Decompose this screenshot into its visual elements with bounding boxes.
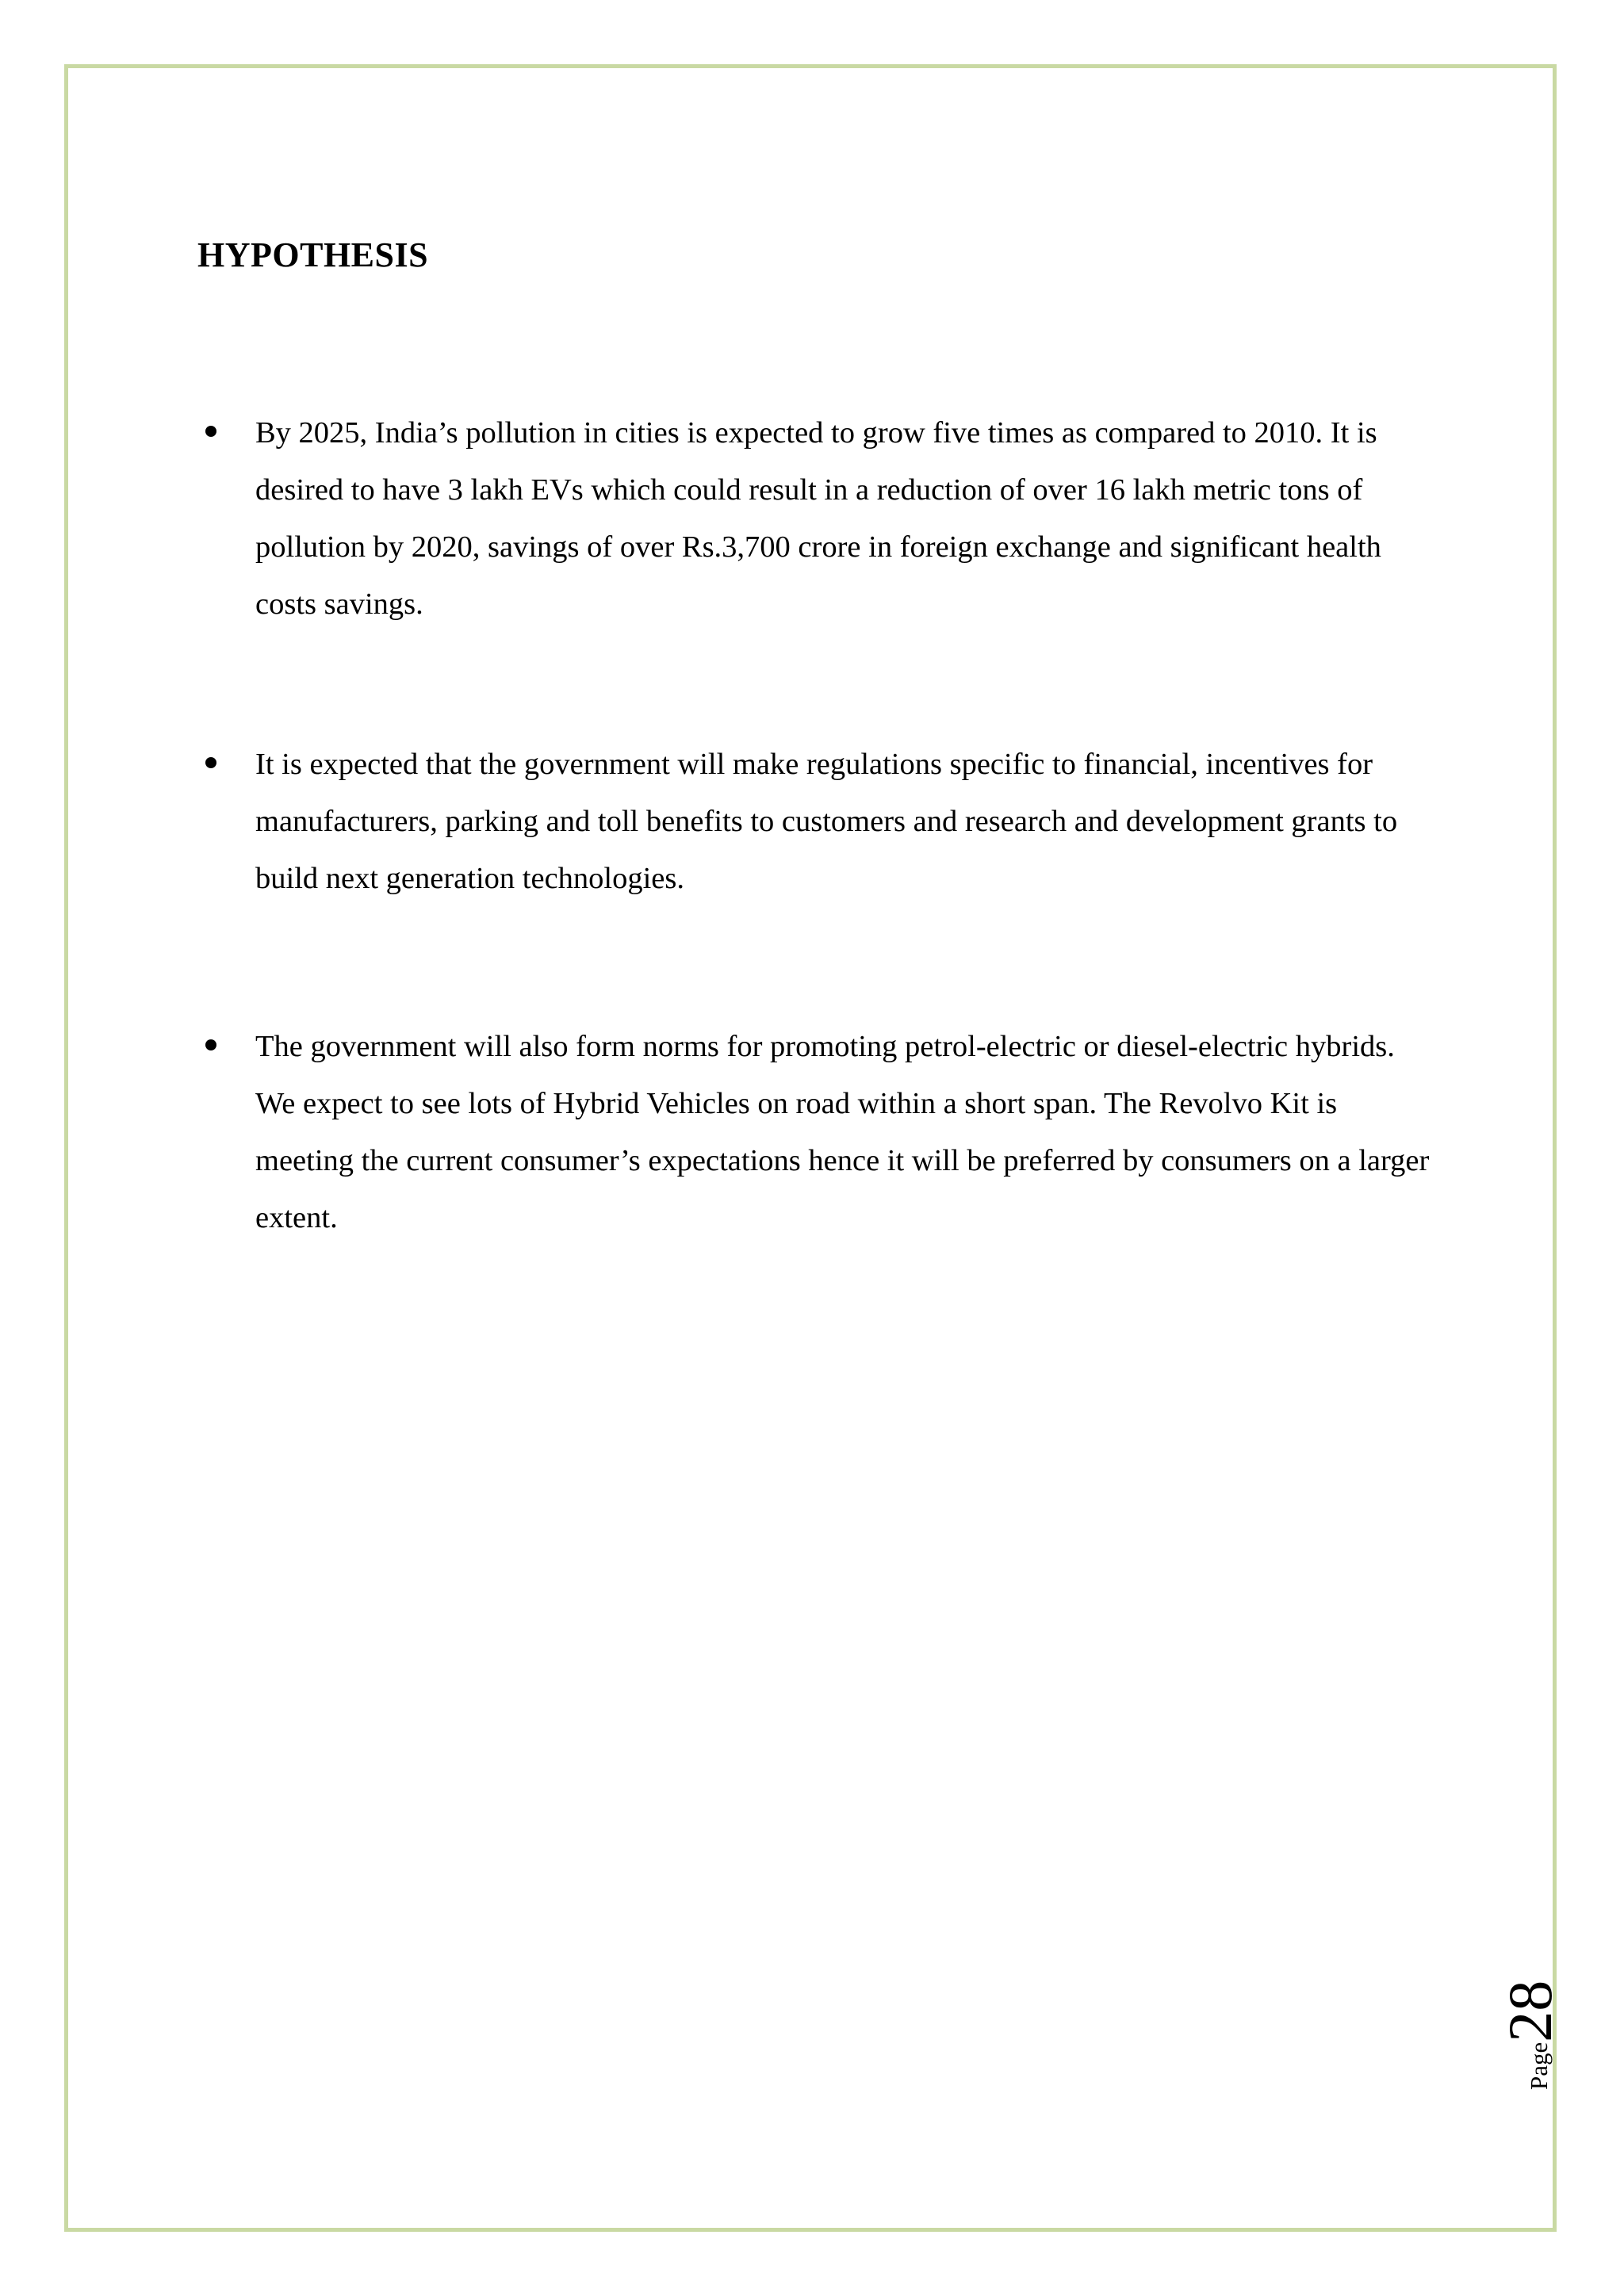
bullet-icon xyxy=(205,757,216,768)
list-item-text: It is expected that the government will make regulations specific to financial, incentives for manufacturers, parking and toll benefits to customers and research and development grants to build next generation technologies. xyxy=(255,748,1398,895)
bullet-icon xyxy=(205,426,216,437)
list-item-text: The government will also form norms for promoting petrol-electric or diesel-electric hybrids. We expect to see lots of Hybrid Vehicles on road within a short span. The Revolvo Kit is meeting the current consumer’s expectations hence it will be preferred by consumers on a larger extent. xyxy=(255,1030,1430,1234)
list-item-text: By 2025, India’s pollution in cities is expected to grow five times as compared to 2010. It is desired to have 3 lakh EVs which could result in a reduction of over 16 lakh metric tons of pollution by 2020, savings of over Rs.3,700 crore in foreign exchange and significant health costs savings. xyxy=(255,416,1381,621)
list-item xyxy=(198,1018,1435,1246)
page-number-value: 28 xyxy=(1496,1980,1565,2042)
list-item xyxy=(198,736,1435,907)
page-heading: HYPOTHESIS xyxy=(197,235,429,274)
list-item xyxy=(198,404,1435,633)
bullet-icon xyxy=(205,1039,216,1050)
page-label: Page xyxy=(1524,2042,1553,2090)
page-number xyxy=(1496,1980,1565,2090)
